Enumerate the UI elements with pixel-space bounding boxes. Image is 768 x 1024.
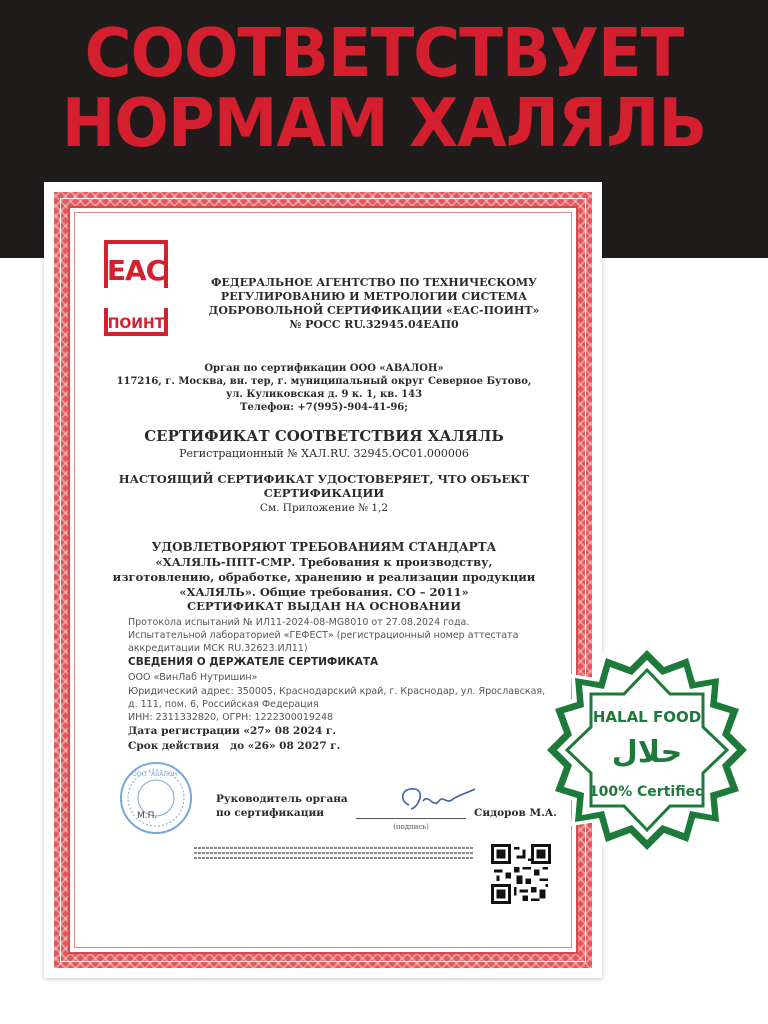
holder-address-1: Юридический адрес: 350005, Краснодарский край, г. Краснодар, ул. Ярославская, [128,686,546,697]
basis-line-3: аккредитации МСК RU.32623.ИЛ11) [128,643,308,654]
standard-line-4: «ХАЛЯЛЬ». Общие требования. СО – 2011» [179,585,469,599]
certifies-appendix: См. Приложение № 1,2 [259,502,389,514]
svg-text:حلال: حلال [611,735,683,770]
certificate-title: СЕРТИФИКАТ СООТВЕТСТВИЯ ХАЛЯЛЬ [144,427,504,445]
signatory-role-line-1: Руководитель органа [216,793,348,805]
agency-line-3: ДОБРОВОЛЬНОЙ СЕРТИФИКАЦИИ «ЕАС-ПОИНТ» [208,304,540,317]
validity-period: Срок действия до «26» 08 2027 г. [128,740,341,752]
headline-line-2: НОРМАМ ХАЛЯЛЬ [61,85,707,163]
certifies-line-1: НАСТОЯЩИЙ СЕРТИФИКАТ УДОСТОВЕРЯЕТ, ЧТО ОБЪЕКТ [118,472,530,486]
signatory-role-line-2: по сертификации [216,807,325,819]
signatory-name: Сидоров М.А. [474,807,557,819]
avalon-stamp [118,760,194,836]
agency-reg-number: № РОСС RU.32945.04ЕАП0 [289,318,459,331]
halal-food-badge [537,640,757,860]
certifies-line-2: СЕРТИФИКАЦИИ [263,486,385,500]
eac-point-logo [94,238,178,348]
basis-line-2: Испытательной лабораторией «ГЕФЕСТ» (регистрационный номер аттестата [128,630,519,641]
fine-print-1 [194,847,474,849]
basis-line-1: Протокола испытаний № ИЛ11-2024-08-MG8010 от 27.08.2024 года. [128,617,470,628]
svg-text:HALAL FOOD: HALAL FOOD [592,708,702,726]
signature-mark [389,779,479,819]
agency-line-2: РЕГУЛИРОВАНИЮ И МЕТРОЛОГИИ СИСТЕМА [220,290,528,303]
certificate [44,182,602,978]
agency-line-1: ФЕДЕРАЛЬНОЕ АГЕНТСТВО ПО ТЕХНИЧЕСКОМУ [211,276,537,289]
signature-caption: (подпись) [393,823,429,831]
svg-text:ЕАС: ЕАС [106,254,166,287]
svg-text:100% Certified: 100% Certified [588,784,706,800]
standard-line-1: УДОВЛЕТВОРЯЮТ ТРЕБОВАНИЯМ СТАНДАРТА [151,540,497,554]
holder-name: ООО «ВинЛаб Нутришин» [128,672,258,683]
svg-text:ООО "АВАЛОН": ООО "АВАЛОН" [132,771,180,778]
fine-print-2 [194,852,474,854]
body-address-2: ул. Куликовская д. 9 к. 1, кв. 143 [225,389,423,400]
standard-line-2: «ХАЛЯЛЬ-ППТ-СМР. Требования к производству, [155,555,493,569]
certificate-reg-number: Регистрационный № ХАЛ.RU. 32945.ОС01.000006 [179,447,469,460]
standard-line-3: изготовлению, обработке, хранению и реализации продукции [112,570,536,584]
issued-basis-heading: СЕРТИФИКАТ ВЫДАН НА ОСНОВАНИИ [186,599,462,613]
body-phone: Телефон: +7(995)-904-41-96; [240,402,408,413]
holder-inn-ogrn: ИНН: 2311332820, ОГРН: 1222300019248 [128,712,334,723]
body-address-1: 117216, г. Москва, вн. тер, г. муниципальный округ Северное Бутово, [116,376,532,387]
holder-heading: СВЕДЕНИЯ О ДЕРЖАТЕЛЕ СЕРТИФИКАТА [128,656,379,668]
seal-label: М.П. [137,811,158,821]
body-name: Орган по сертификации ООО «АВАЛОН» [204,363,444,374]
headline-line-1: СООТВЕТСТВУЕТ [84,15,684,93]
holder-address-2: д. 111, пом. 6, Российская Федерация [128,699,319,710]
svg-text:ПОИНТ: ПОИНТ [107,316,165,332]
registration-date: Дата регистрации «27» 08 2024 г. [128,725,337,737]
fine-print-3 [194,857,474,859]
